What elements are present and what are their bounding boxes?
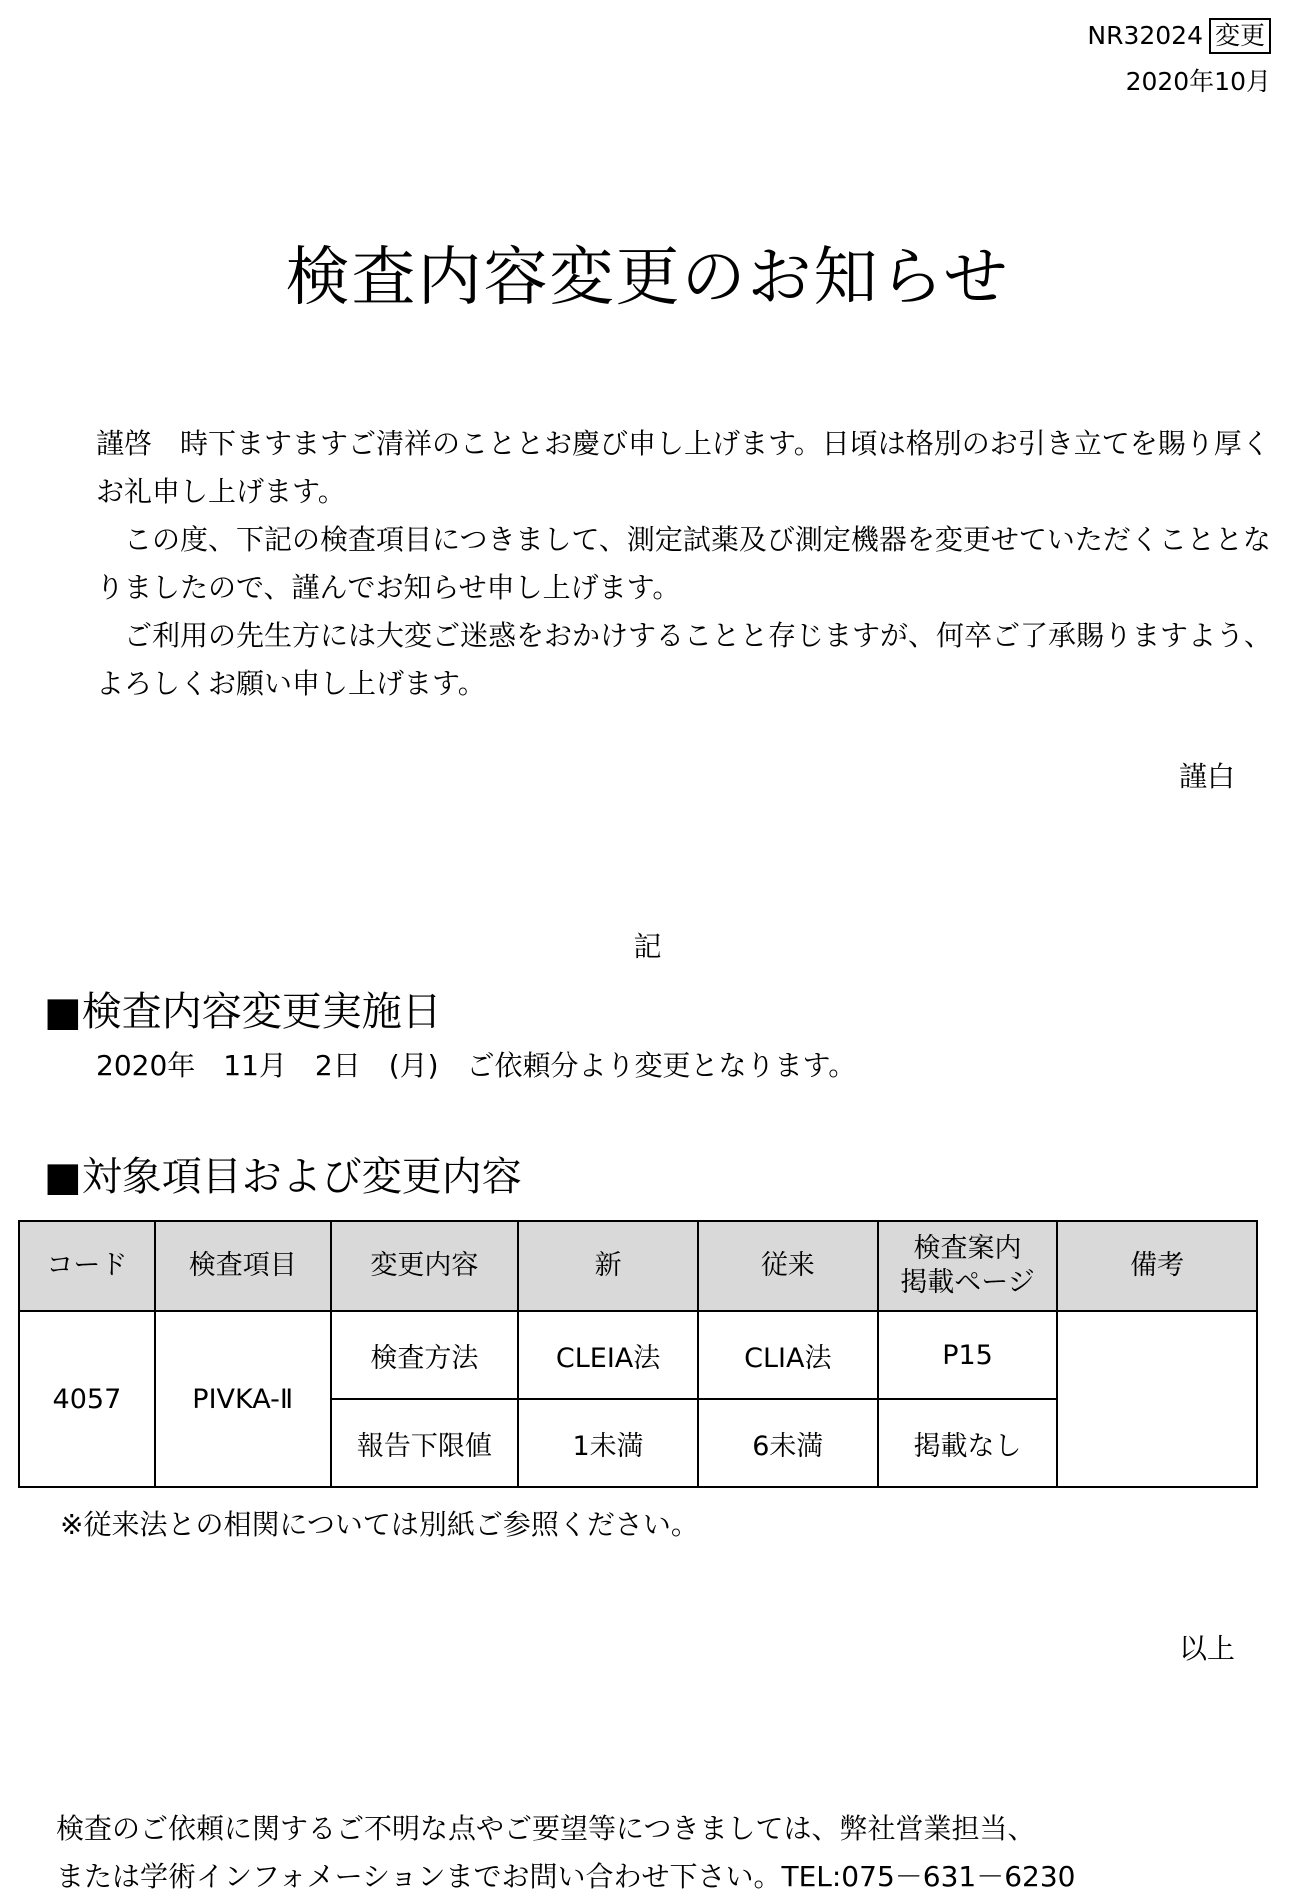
header-old: 従来 xyxy=(698,1221,878,1311)
change-badge: 変更 xyxy=(1209,18,1271,54)
implementation-date-heading: ■検査内容変更実施日 xyxy=(44,989,442,1035)
header-remarks: 備考 xyxy=(1057,1221,1257,1311)
cell-guide-page: P15 xyxy=(878,1311,1058,1399)
cell-change-content: 報告下限値 xyxy=(331,1399,519,1487)
target-items-heading: ■対象項目および変更内容 xyxy=(44,1154,522,1200)
implementation-date-text: 2020年 11月 2日 (月) ご依頼分より変更となります。 xyxy=(96,1049,857,1082)
end-marker: 以上 xyxy=(1178,1632,1235,1665)
header-test-item: 検査項目 xyxy=(155,1221,331,1311)
doc-number-text: NR32024 xyxy=(1087,21,1203,51)
cell-guide-page: 掲載なし xyxy=(878,1399,1058,1487)
cell-change-content: 検査方法 xyxy=(331,1311,519,1399)
apology-paragraph: ご利用の先生方には大変ご迷惑をおかけすることと存じますが、何卒ご了承賜りますよう、よろしくお願い申し上げます。 xyxy=(96,619,1273,700)
footer-line-1: 検査のご依頼に関するご不明な点やご要望等につきましては、弊社営業担当、 xyxy=(56,1812,1036,1845)
footer-line-2: または学術インフォメーションまでお問い合わせ下さい。TEL:075－631－6230 xyxy=(56,1860,1076,1893)
header-change-content: 変更内容 xyxy=(331,1221,519,1311)
cell-code: 4057 xyxy=(19,1311,155,1487)
cell-new: 1未満 xyxy=(518,1399,698,1487)
header-new: 新 xyxy=(518,1221,698,1311)
document-date: 2020年10月 xyxy=(1125,67,1271,96)
table-row xyxy=(19,1311,1257,1399)
ki-marker: 記 xyxy=(633,930,662,963)
correlation-note: ※従来法との相関については別紙ご参照ください。 xyxy=(60,1508,699,1541)
cell-new: CLEIA法 xyxy=(518,1311,698,1399)
document-number xyxy=(1087,18,1271,54)
table-header-row xyxy=(19,1221,1257,1311)
cell-remarks xyxy=(1057,1311,1257,1487)
page-title: 検査内容変更のお知らせ xyxy=(285,241,1010,315)
closing-salutation: 謹白 xyxy=(1178,760,1235,793)
header-guide-page-line2: 掲載ページ xyxy=(900,1267,1035,1298)
header-code: コード xyxy=(19,1221,155,1311)
contact-footer xyxy=(56,1805,1075,1901)
greeting-paragraph: 謹啓 時下ますますご清祥のこととお慶び申し上げます。日頃は格別のお引き立てを賜り厚くお礼申し上げます。 xyxy=(96,427,1270,508)
change-notice-paragraph: この度、下記の検査項目につきまして、測定試薬及び測定機器を変更せていただくこととなりましたので、謹んでお知らせ申し上げます。 xyxy=(96,523,1271,604)
cell-test-item: PIVKA-Ⅱ xyxy=(155,1311,331,1487)
cell-old: CLIA法 xyxy=(698,1311,878,1399)
header-guide-page-line1: 検査案内 xyxy=(913,1233,1022,1264)
header-guide-page xyxy=(878,1221,1058,1311)
change-table xyxy=(18,1220,1258,1488)
cell-old: 6未満 xyxy=(698,1399,878,1487)
